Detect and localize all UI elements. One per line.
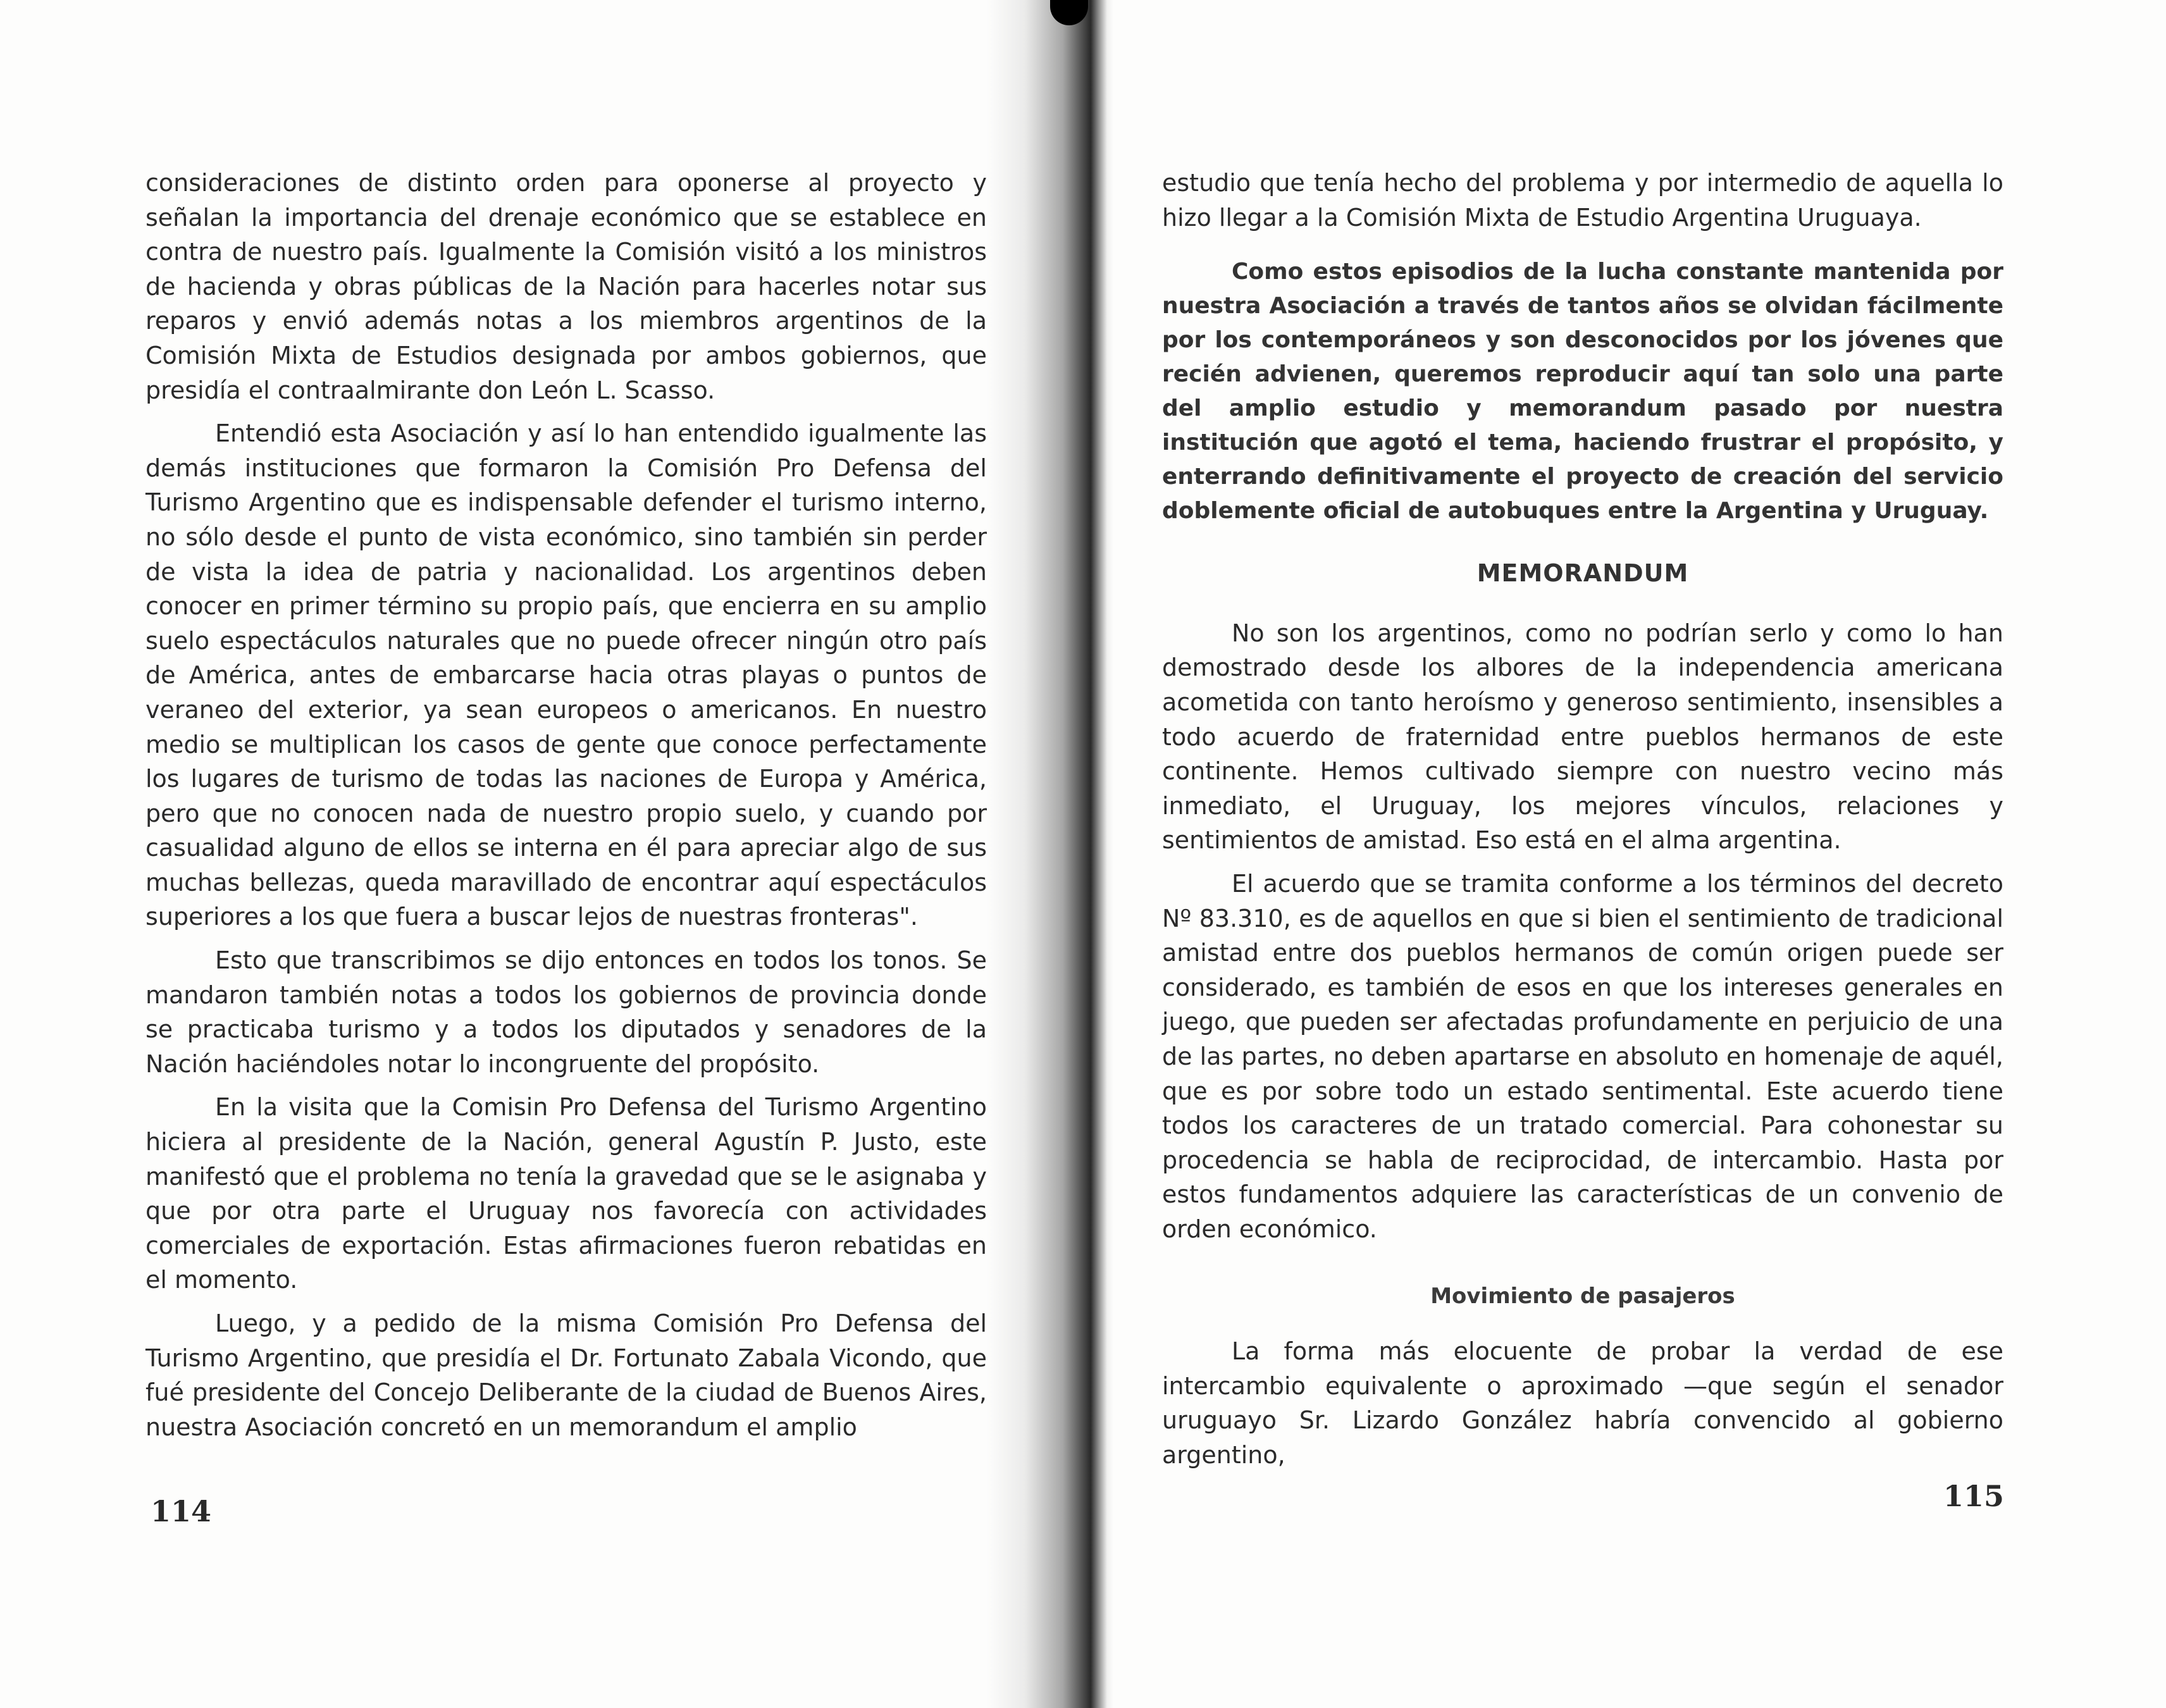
page-number-right: 115 <box>1943 1479 2005 1513</box>
section-heading: MEMORANDUM <box>1476 559 1689 588</box>
paragraph: La forma más elocuente de probar la verdad de ese intercambio equivalente o aproximado —que según el senador uruguayo Sr. Lizardo González habría convencido al gobierno argentino, <box>1162 1337 2003 1469</box>
paragraph: Luego, y a pedido de la misma Comisión Pro Defensa del Turismo Argentino, que presidía el Dr. Fortunato Zabala Vicondo, que fué presidente del Concejo Deliberante de la ciudad de Buenos Aires, nuestra Asociación concretó en un memorandum el amplio <box>145 1309 987 1441</box>
paragraph: El acuerdo que se tramita conforme a los términos del decreto Nº 83.310, es de aquellos en que si bien el sentimiento de tradicional amistad entre dos pueblos hermanos de común origen puede ser considerado, es también de esos en que los intereses generales en juego, que pueden ser afectadas profundamente en perjuicio de una de las partes, no deben apartarse en absoluto en homenaje de aquél, que es por sobre todo un estado sentimental. Este acuerdo tiene todos los caracteres de un tratado comercial. Para cohonestar su procedencia se habla de reciprocidad, de intercambio. Hasta por estos fundamentos adquiere las características de un convenio de orden económico. <box>1162 869 2003 1243</box>
left-page <box>0 0 1075 1708</box>
right-page-text <box>1162 166 2003 1472</box>
paragraph: estudio que tenía hecho del problema y por intermedio de aquella lo hizo llegar a la Comisión Mixta de Estudio Argentina Uruguaya. <box>1162 169 2003 232</box>
paragraph: No son los argentinos, como no podrían serlo y como lo han demostrado desde los albores de la independencia americana acometida con tanto heroísmo y generoso sentimiento, insensibles a todo acuerdo de fraternidad entre pueblos hermanos de este continente. Hemos cultivado siempre con nuestro vecino más inmediato, el Uruguay, los mejores vínculos, relaciones y sentimientos de amistad. Eso está en el alma argentina. <box>1162 619 2003 855</box>
paragraph: Esto que transcribimos se dijo entonces en todos los tonos. Se mandaron también notas a todos los gobiernos de provincia donde se practicaba turismo y a todos los diputados y senadores de la Nación haciéndoles notar lo incongruente del propósito. <box>145 946 987 1078</box>
paragraph: consideraciones de distinto orden para oponerse al proyecto y señalan la importancia del drenaje económico que se establece en contra de nuestro país. Igualmente la Comisión visitó a los ministros de hacienda y obras públicas de la Nación para hacerles notar sus reparos y envió además notas a los miembros argentinos de la Comisión Mixta de Estudios designada por ambos gobiernos, que presidía el contraalmirante don León L. Scasso. <box>145 169 987 404</box>
page-number-left: 114 <box>151 1494 212 1528</box>
subsection-heading: Movimiento de pasajeros <box>1430 1284 1735 1309</box>
book-gutter-shadow <box>987 0 1113 1708</box>
right-page <box>1083 0 2166 1708</box>
paragraph: Entendió esta Asociación y así lo han entendido igualmente las demás instituciones que formaron la Comisión Pro Defensa del Turismo Argentino que es indispensable defender el turismo interno, no sólo desde el punto de vista económico, sino también sin perder de vista la idea de patria y nacionalidad. Los argentinos deben conocer en primer término su propio país, que encierra en su amplio suelo espectáculos naturales que no puede ofrecer ningún otro país de América, antes de embarcarse hacia otras playas o puntos de veraneo del exterior, ya sean europeos o americanos. En nuestro medio se multiplican los casos de gente que conoce perfectamente los lugares de turismo de todas las naciones de Europa y América, pero que no conocen nada de nuestro propio suelo, y cuando por casualidad alguno de ellos se interna en él para apreciar algo de sus muchas bellezas, queda maravillado de encontrar aquí espectáculos superiores a los que fuera a buscar lejos de nuestras fronteras". <box>145 419 987 931</box>
left-page-text <box>145 166 987 1444</box>
bold-intro-paragraph: Como estos episodios de la lucha constante mantenida por nuestra Asociación a través de tantos años se olvidan fácilmente por los contemporáneos y son desconocidos por los jóvenes que recién advienen, queremos reproducir aquí tan solo una parte del amplio estudio y memorandum pasado por nuestra institución que agotó el tema, haciendo frustrar el propósito, y enterrando definitivamente el proyecto de creación del servicio doblemente oficial de autobuques entre la Argentina y Uruguay. <box>1162 259 2003 524</box>
paragraph: En la visita que la Comisin Pro Defensa del Turismo Argentino hiciera al presidente de la Nación, general Agustín P. Justo, este manifestó que el problema no tenía la gravedad que se le asignaba y que por otra parte el Uruguay nos favorecía con actividades comerciales de exportación. Estas afirmaciones fueron rebatidas en el momento. <box>145 1093 987 1294</box>
